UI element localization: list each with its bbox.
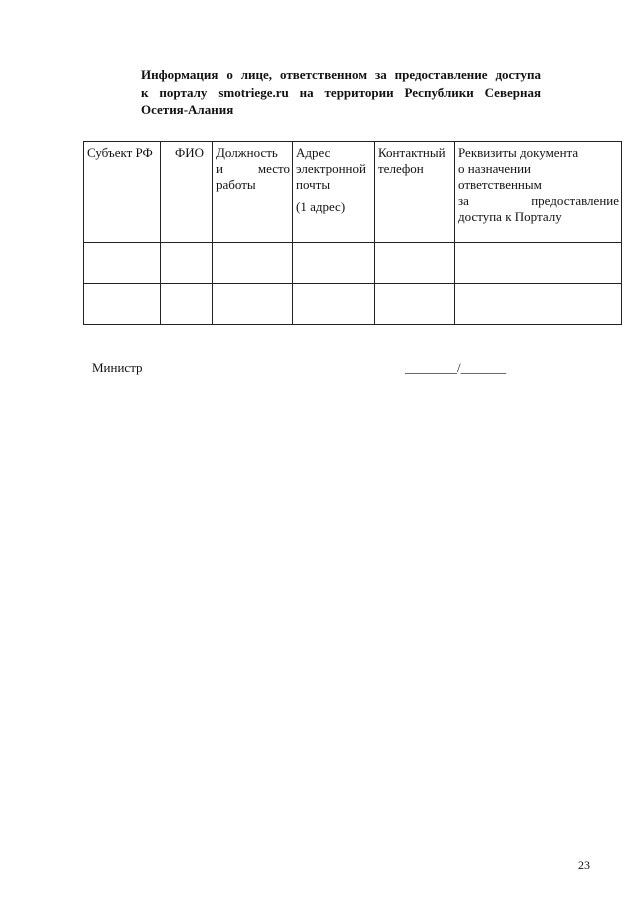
header-fio-label: ФИО (175, 145, 205, 160)
header-fio (161, 142, 213, 243)
header-details-line-2: о назначении (458, 161, 531, 176)
header-phone-line-2: телефон (378, 161, 424, 176)
table-cell (455, 243, 622, 284)
header-details-line-5: доступа к Порталу (458, 209, 562, 224)
header-email (293, 142, 375, 243)
table-cell (375, 284, 455, 325)
signature-line: ________/_______ (405, 360, 507, 375)
header-position-line-3: работы (216, 177, 256, 192)
table-header-row (84, 142, 622, 243)
header-details-line-1: Реквизиты документа (458, 145, 579, 160)
table-cell (161, 284, 213, 325)
title-line-2: к порталу smotriege.ru на территории Республики Северная (141, 84, 541, 100)
header-subject-label: Субъект РФ (87, 145, 153, 160)
header-details-line-4: за предоставление (458, 193, 619, 208)
table-cell (213, 284, 293, 325)
document-title (141, 66, 541, 119)
header-phone-line-1: Контактный (378, 145, 446, 160)
title-line-1: Информация о лице, ответственном за предоставление доступа (141, 67, 541, 82)
header-position-line-1: Должность (216, 145, 278, 160)
table-cell (293, 243, 375, 284)
header-details (455, 142, 622, 243)
header-email-line-2: электронной (296, 161, 366, 176)
table-cell (84, 284, 161, 325)
header-subject (84, 142, 161, 243)
header-email-line-1: Адрес (296, 145, 331, 160)
header-email-line-3: почты (296, 177, 331, 192)
header-phone (375, 142, 455, 243)
title-line-3: Осетия-Алания (141, 102, 234, 117)
table-cell (455, 284, 622, 325)
page-number: 23 (578, 858, 590, 872)
header-position (213, 142, 293, 243)
responsible-person-table (83, 141, 622, 325)
table-cell (375, 243, 455, 284)
table-cell (293, 284, 375, 325)
table-cell (161, 243, 213, 284)
table-cell (213, 243, 293, 284)
table-cell (84, 243, 161, 284)
header-email-note: (1 адрес) (296, 199, 346, 214)
header-details-line-3: ответственным (458, 177, 542, 192)
table-row (84, 284, 622, 325)
table-row (84, 243, 622, 284)
header-position-line-2: и место (216, 161, 290, 176)
minister-label: Министр (92, 360, 143, 375)
